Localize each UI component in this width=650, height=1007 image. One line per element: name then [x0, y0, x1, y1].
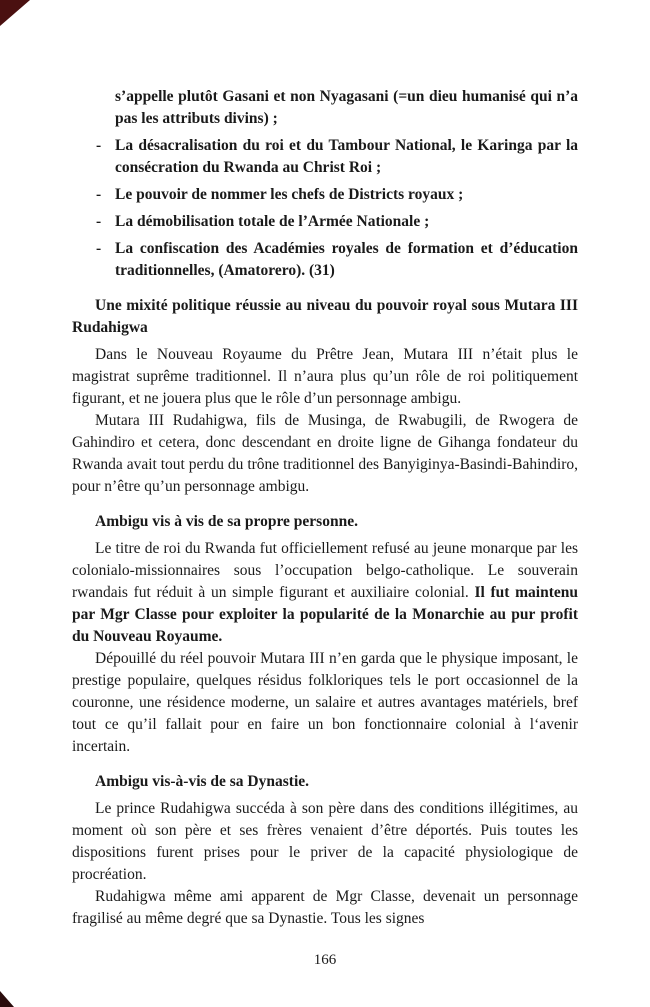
paragraph: Dépouillé du réel pouvoir Mutara III n’en garda que le physique imposant, le prestige populaire, quelques résidus folkloriques tels le port occasionnel de la couronne, une résidence moderne, un salaire et autres avantages matériels, bref tout ce qu’il fallait pour en faire un bon fonctionnaire colonial à l‘avenir incertain. — [72, 650, 578, 755]
list-item-text: La démobilisation totale de l’Armée Nationale ; — [115, 213, 430, 230]
scan-artifact-bottom-left — [0, 991, 14, 1007]
subsection-heading: Ambigu vis à vis de sa propre personne. — [95, 513, 358, 530]
list-marker: - — [96, 137, 102, 154]
page-number: 166 — [313, 952, 337, 968]
list-item — [72, 211, 578, 233]
list-marker: - — [96, 186, 102, 203]
list-item-continuation — [72, 86, 578, 130]
paragraph: Le prince Rudahigwa succéda à son père dans des conditions illégitimes, au moment où son père et ses frères venaient d’être déportés. Puis toutes les dispositions furent prises pour le priver de la capacité physiologique de procréation. — [72, 800, 578, 883]
paragraph: Mutara III Rudahigwa, fils de Musinga, de Rwabugili, de Rwogera de Gahindiro et cetera, donc descendant en droite ligne de Gihanga fondateur du Rwanda avait tout perdu du trône traditionnel des Banyiginya-Basindi-Bahindiro, pour n’être qu’un personnage ambigu. — [72, 412, 578, 495]
scan-artifact-top-left — [0, 0, 30, 26]
list-item-text: La désacralisation du roi et du Tambour National, le Karinga par la consécration du Rwanda au Christ Roi ; — [115, 137, 578, 176]
list-marker: - — [96, 213, 102, 230]
paragraph-bold-text: Il fut maintenu par Mgr Classe pour exploiter la popularité de la Monarchie au pur profit du Nouveau Royaume. — [72, 584, 578, 645]
list-item — [72, 135, 578, 179]
paragraph: Rudahigwa même ami apparent de Mgr Classe, devenait un personnage fragilisé au même degré que sa Dynastie. Tous les signes — [72, 888, 578, 927]
paragraph — [72, 538, 578, 648]
list-item-text: La confiscation des Académies royales de formation et d’éducation traditionnelles, (Amatorero). (31) — [115, 240, 578, 279]
list-item-text: Le pouvoir de nommer les chefs de Districts royaux ; — [115, 186, 464, 203]
paragraph-text: Le titre de roi du Rwanda fut officiellement refusé au jeune monarque par les colonialo-missionnaires sous l’occupation belgo-catholique. Le souverain rwandais fut réduit à un simple figurant et auxiliaire colonial. — [72, 540, 578, 601]
paragraph: Dans le Nouveau Royaume du Prêtre Jean, Mutara III n’était plus le magistrat suprême traditionnel. Il n’aura plus qu’un rôle de roi politiquement figurant, et ne jouera plus que le rôle d’un personnage ambigu. — [72, 346, 578, 407]
list-item-text: s’appelle plutôt Gasani et non Nyagasani (=un dieu humanisé qui n’a pas les attributs divins) ; — [115, 88, 578, 127]
subsection-heading: Ambigu vis-à-vis de sa Dynastie. — [95, 773, 310, 790]
list-marker: - — [96, 240, 102, 257]
list-item — [72, 238, 578, 282]
page-content — [72, 86, 578, 930]
section-heading: Une mixité politique réussie au niveau du pouvoir royal sous Mutara III Rudahigwa — [72, 297, 578, 336]
list-item — [72, 184, 578, 206]
